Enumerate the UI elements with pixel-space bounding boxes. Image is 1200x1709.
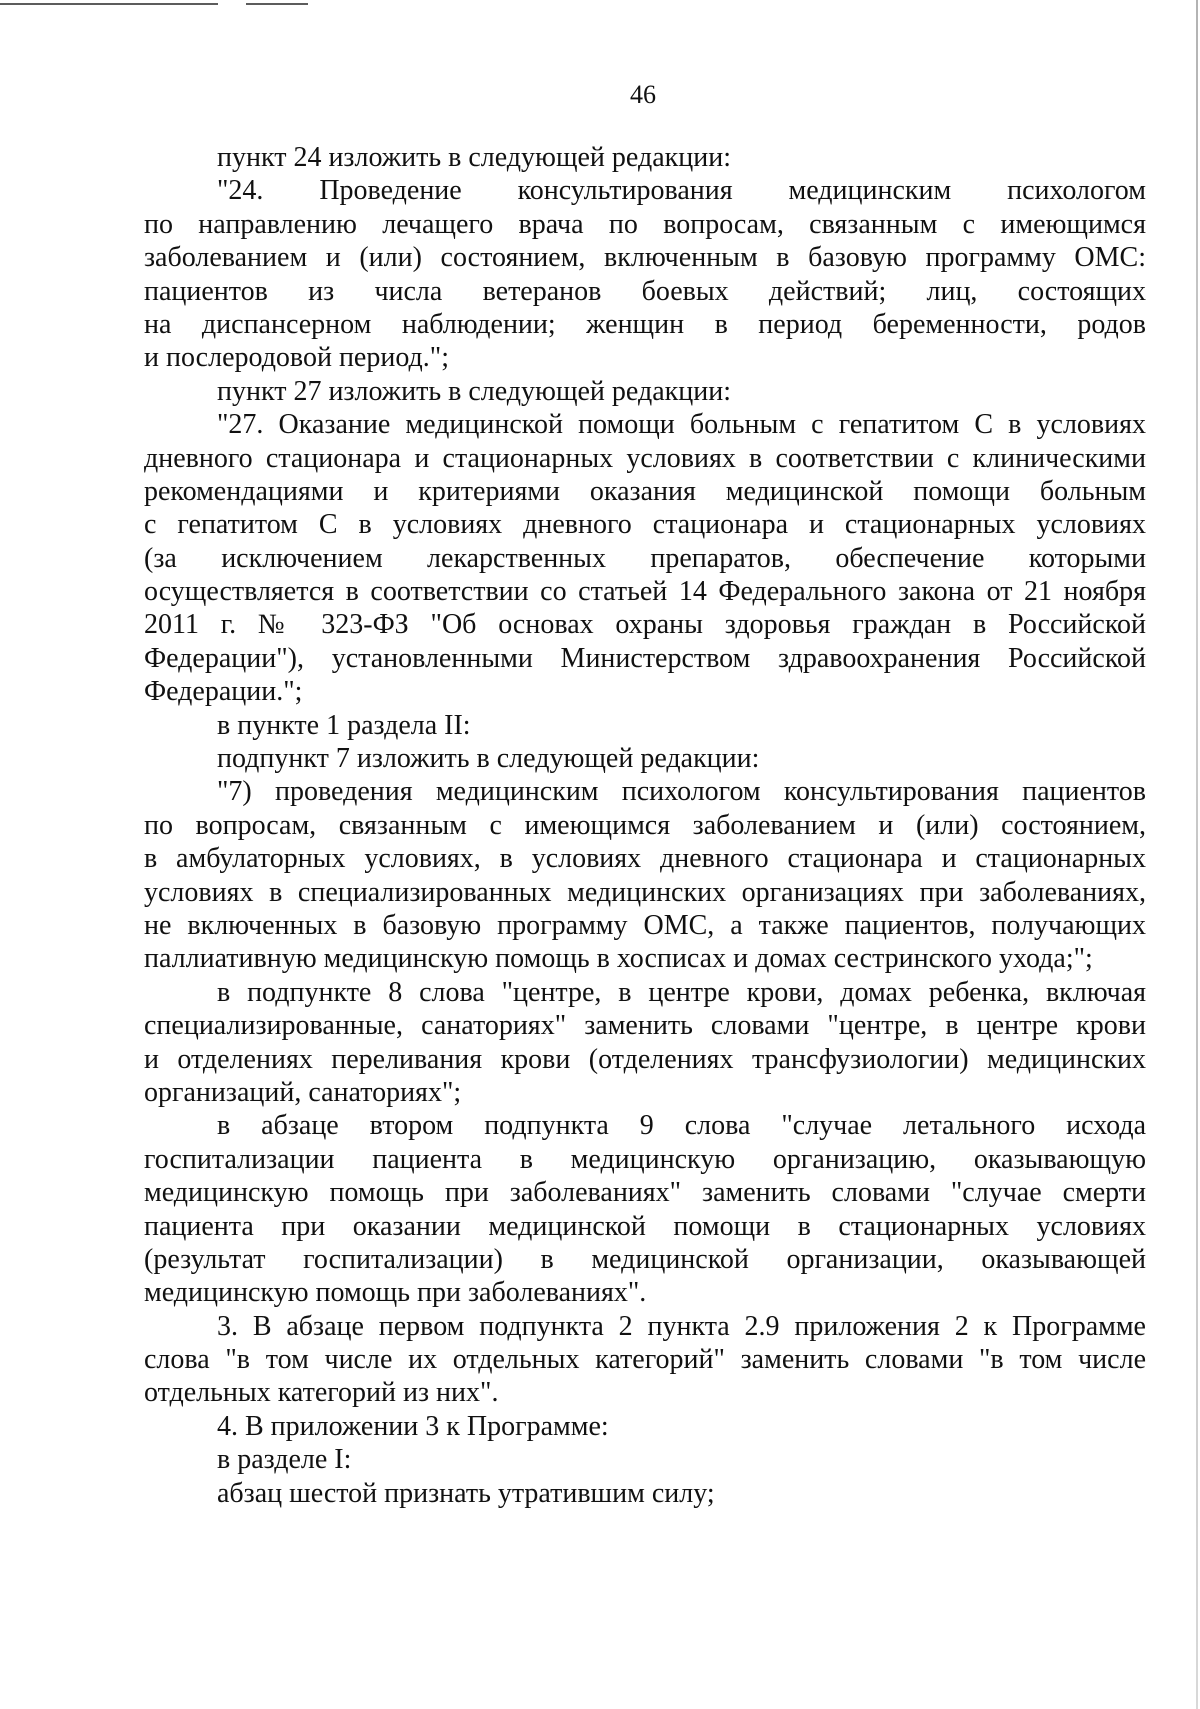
- text-line: и послеродовой период.";: [144, 342, 449, 374]
- text-line: по направлению лечащего врача по вопросам, связанным с имеющимся: [144, 208, 1146, 240]
- text-line: слова "в том числе их отдельных категорий" заменить словами "в том числе: [144, 1344, 1146, 1376]
- text-line: по вопросам, связанным с имеющимся заболеванием и (или) состоянием,: [144, 809, 1146, 841]
- text-line: медицинскую помощь при заболеваниях".: [144, 1277, 647, 1309]
- text-line: медицинскую помощь при заболеваниях" заменить словами "случае смерти: [144, 1177, 1146, 1209]
- text-line: в пункте 1 раздела II:: [217, 709, 471, 741]
- text-line: в разделе I:: [217, 1444, 352, 1476]
- text-line: 4. В приложении 3 к Программе:: [217, 1410, 609, 1442]
- text-line: 2011 г. № 323-ФЗ "Об основах охраны здоровья граждан в Российской: [144, 609, 1146, 641]
- text-line: на диспансерном наблюдении; женщин в период беременности, родов: [144, 308, 1146, 340]
- text-line: "24. Проведение консультирования медицинским психологом: [217, 175, 1146, 207]
- text-line: (за исключением лекарственных препаратов, обеспечение которыми: [144, 542, 1146, 574]
- text-line: с гепатитом С в условиях дневного стационара и стационарных условиях: [144, 509, 1146, 541]
- text-line: пациента при оказании медицинской помощи в стационарных условиях: [144, 1210, 1146, 1242]
- text-line: паллиативную медицинскую помощь в хосписах и домах сестринского ухода;";: [144, 943, 1093, 975]
- page-number: 46: [630, 80, 656, 109]
- scan-edge-shadow: [1196, 0, 1198, 1709]
- text-line: абзац шестой признать утратившим силу;: [217, 1477, 715, 1509]
- text-line: Федерации"), установленными Министерством здравоохранения Российской: [144, 642, 1146, 674]
- text-line: не включенных в базовую программу ОМС, а также пациентов, получающих: [144, 909, 1146, 941]
- text-line: отдельных категорий из них".: [144, 1377, 499, 1409]
- text-line: и отделениях переливания крови (отделениях трансфузиологии) медицинских: [144, 1043, 1146, 1075]
- text-line: в амбулаторных условиях, в условиях дневного стационара и стационарных: [144, 843, 1146, 875]
- text-line: организаций, санаториях";: [144, 1076, 462, 1108]
- text-line: подпункт 7 изложить в следующей редакции:: [217, 743, 760, 775]
- text-line: "7) проведения медицинским психологом консультирования пациентов: [217, 776, 1146, 808]
- text-line: в абзаце втором подпункта 9 слова "случае летального исхода: [217, 1110, 1146, 1142]
- text-line: (результат госпитализации) в медицинской организации, оказывающей: [144, 1243, 1146, 1275]
- text-line: осуществляется в соответствии со статьей 14 Федерального закона от 21 ноября: [144, 576, 1146, 608]
- text-line: рекомендациями и критериями оказания медицинской помощи больным: [144, 475, 1146, 507]
- text-line: пункт 27 изложить в следующей редакции:: [217, 375, 731, 407]
- text-line: 3. В абзаце первом подпункта 2 пункта 2.9 приложения 2 к Программе: [217, 1310, 1146, 1342]
- scan-artifact-line: [0, 3, 218, 5]
- text-line: пункт 24 изложить в следующей редакции:: [217, 142, 731, 173]
- document-body: [144, 141, 1146, 1510]
- text-line: в подпункте 8 слова "центре, в центре крови, домах ребенка, включая: [217, 976, 1146, 1008]
- scan-artifact-line: [246, 3, 308, 5]
- text-line: госпитализации пациента в медицинскую организацию, оказывающую: [144, 1143, 1146, 1175]
- text-line: специализированные, санаториях" заменить словами "центре, в центре крови: [144, 1010, 1146, 1042]
- text-line: дневного стационара и стационарных условиях в соответствии с клиническими: [144, 442, 1146, 474]
- text-line: заболеванием и (или) состоянием, включенным в базовую программу ОМС:: [144, 242, 1146, 274]
- text-line: "27. Оказание медицинской помощи больным с гепатитом С в условиях: [217, 409, 1146, 441]
- text-line: условиях в специализированных медицинских организациях при заболеваниях,: [144, 876, 1146, 908]
- text-line: пациентов из числа ветеранов боевых действий; лиц, состоящих: [144, 275, 1146, 307]
- text-line: Федерации.";: [144, 676, 303, 708]
